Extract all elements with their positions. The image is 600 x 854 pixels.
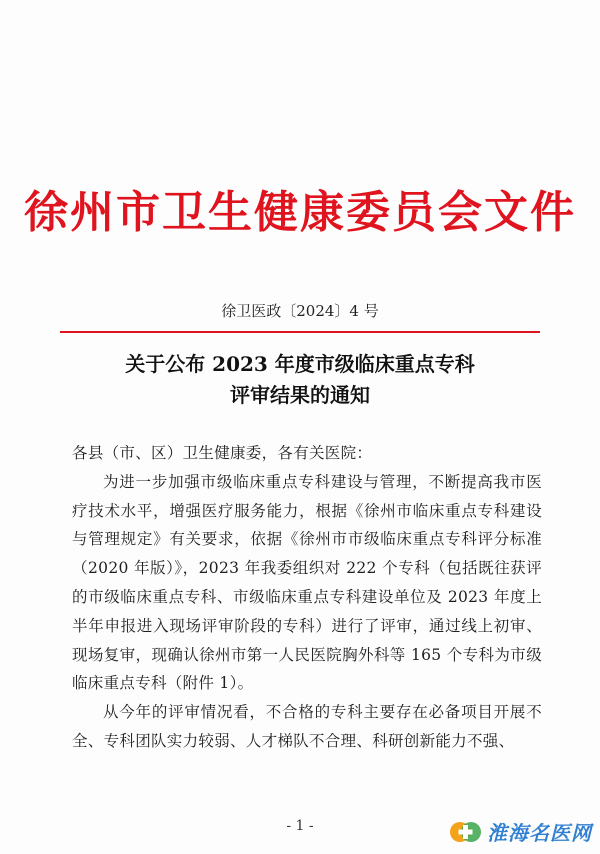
notice-title-line-2: 评审结果的通知 — [230, 383, 370, 407]
body-paragraph-1: 为进一步加强市级临床重点专科建设与管理，不断提高我市医疗技术水平，增强医疗服务能力，根据《徐州市临床重点专科建设与管理规定》有关要求，依据《徐州市市级临床重点专科评分标准（2020 年版）》，2023 年我委组织对 222 个专科（包括既往获评的市级临床重点专科、市级临床重点专科建设单位及 2023 年度上半年申报进入现场评审阶段的专科）进行了评审，通过线上初审、现场复审，现确认徐州市第一人民医院胸外科等 165 个专科为市级临床重点专科（附件 1）。 — [72, 472, 542, 693]
medical-cross-logo-icon — [449, 819, 483, 845]
red-divider-line — [60, 331, 540, 333]
notice-title-line-1: 关于公布 2023 年度市级临床重点专科 — [125, 352, 475, 376]
notice-title — [0, 349, 600, 411]
site-watermark — [449, 817, 592, 846]
watermark-text: 淮海名医网 — [487, 821, 592, 845]
body-paragraph-2: 从今年的评审情况看，不合格的专科主要存在必备项目开展不全、专科团队实力较弱、人才梯队不合理、科研创新能力不强、 — [72, 703, 542, 750]
notice-body — [72, 439, 542, 756]
document-number: 徐卫医政〔2024〕4 号 — [221, 302, 379, 320]
page-number: - 1 - — [286, 818, 314, 834]
salutation: 各县（市、区）卫生健康委，各有关医院： — [72, 444, 373, 462]
agency-header-title: 徐州市卫生健康委员会文件 — [24, 187, 576, 238]
